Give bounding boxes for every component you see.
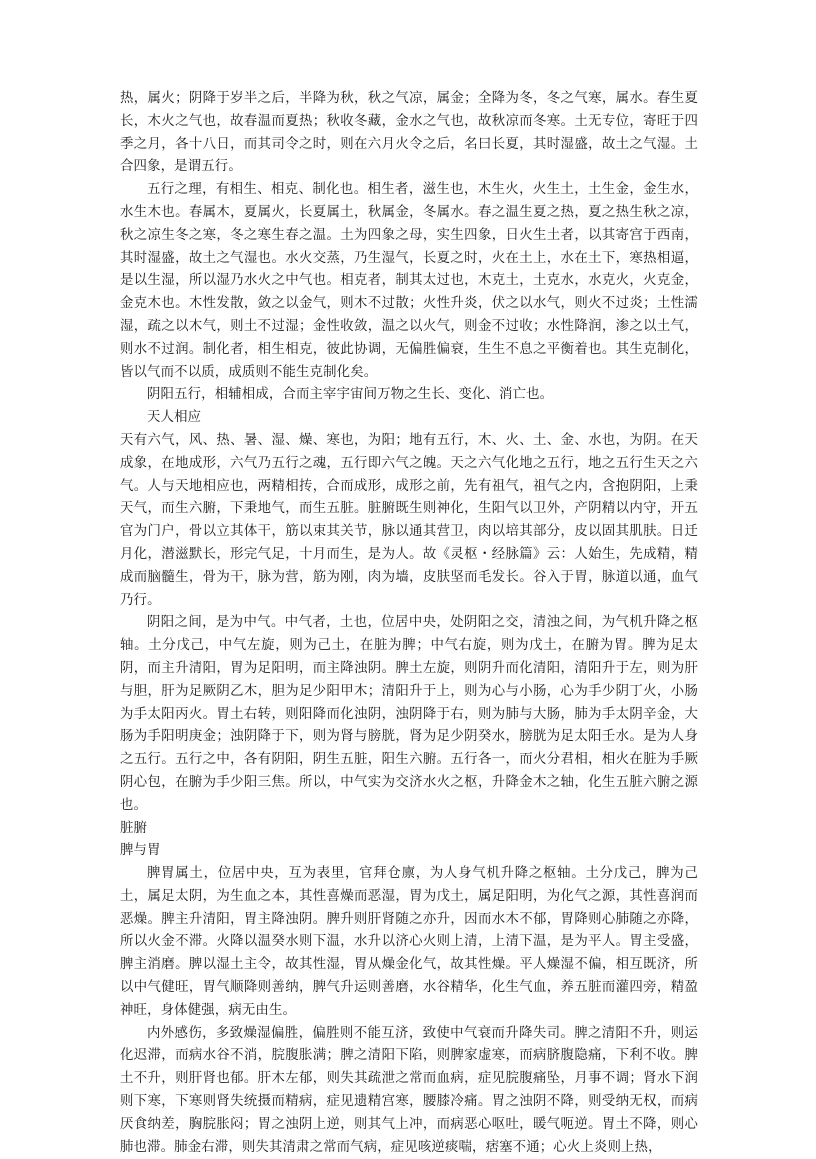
paragraph-middle-qi: 阴阳之间，是为中气。中气者，土也，位居中央，处阴阳之交，清浊之间，为气机升降之枢轴。土分戊己，中气左旋，则为己土，在脏为脾；中气右旋，则为戊土，在腑为胃。脾为足太阴，而主升清阳，胃为足阳明，而主降浊阴。脾土左旋，则阴升而化清阳，清阳升于左，则为肝与胆，肝为足厥阴乙木，胆为足少阳甲木；清阳升于上，则为心与小肠，心为手少阴丁火，小肠为手太阳丙火。胃土右转，则阳降而化浊阴，浊阴降于右，则为肺与大肠，肺为手太阴辛金，大肠为手阳明庚金；浊阴降于下，则为肾与膀胱，肾为足少阴癸水，膀胱为足太阳壬水。是为人身之五行。五行之中，各有阴阳，阴生五脏，阳生六腑。五行各一，而火分君相，相火在脏为手厥阴心包，在腑为手少阳三焦。所以，中气实为交济水火之枢，升降金木之轴，化生五脏六腑之源也。 <box>120 615 698 813</box>
paragraph-spleen-stomach-pathology: 内外感伤，多致燥湿偏胜，偏胜则不能互济，致使中气衰而升降失司。脾之清阳不升，则运化迟滞，而病水谷不消，脘腹胀满；脾之清阳下陷，则脾家虚寒，而病脐腹隐痛，下利不收。脾土不升，则肝肾也郁。肝木左郁，则失其疏泄之常而血病，症见脘腹痛坠，月事不调；肾水下润则下寒，下寒则肾失统摄而精病，症见遗精宫寒，腰膝冷痛。胃之浊阴不降，则受纳无权，而病厌食纳差，胸脘胀闷；胃之浊阴上逆，则其气上冲，而病恶心呕吐，暖气呃逆。胃土不降，则心肺也滞。肺金右滞，则失其清肃之常而气病，症见咳逆痰喘，痞塞不通；心火上炎则上热， <box>120 1025 698 1155</box>
paragraph-five-elements-seasons: 热，属火；阴降于岁半之后，半降为秋，秋之气凉，属金；全降为冬，冬之气寒，属水。春生夏长，木火之气也，故春温而夏热；秋收冬藏，金水之气也，故秋凉而冬寒。土无专位，寄旺于四季之月，各十八日，而其司令之时，则在六月火令之后，名曰长夏，其时湿盛，故土之气湿。土合四象，是谓五行。 <box>120 91 698 175</box>
subsection-heading-spleen-stomach: 脾与胃 <box>120 843 161 859</box>
section-heading-heaven-human: 天人相应 <box>147 410 202 426</box>
paragraph-heaven-earth-correspondence: 天有六气，风、热、暑、湿、燥、寒也，为阳；地有五行，木、火、土、金、水也，为阴。在天成象，在地成形，六气乃五行之魂，五行即六气之魄。天之六气化地之五行，地之五行生天之六气。人与天地相应也，两精相抟，合而成形，成形之前，先有祖气，祖气之内，含抱阴阳，上秉天气，而生六腑，下秉地气，而生五脏。脏腑既生则神化，生阳气以卫外，产阴精以内守，开五官为门户，骨以立其体干，筋以束其关节，脉以通其营卫，肉以培其部分，皮以固其肌肤。日迁月化，潜滋默长，形完气足，十月而生，是为人。故《灵枢・经脉篇》云：人始生，先成精，精成而脑髓生，骨为干，脉为营，筋为刚，肉为墙，皮肤坚而毛发长。谷入于胃，脉道以通，血气乃行。 <box>120 432 698 608</box>
document-page <box>120 88 698 1159</box>
section-heading-zang-fu: 脏腑 <box>120 820 148 836</box>
paragraph-spleen-stomach-function: 脾胃属土，位居中央，互为表里，官拜仓廪，为人身气机升降之枢轴。土分戊己，脾为己土，属足太阴，为生血之本，其性喜燥而恶湿，胃为戊土，属足阳明，为化气之源，其性喜润而恶燥。脾主升清阳，胃主降浊阴。脾升则肝肾随之亦升，因而水木不郁，胃降则心肺随之亦降，所以火金不滞。火降以温癸水则下温，水升以济心火则上清，上清下温，是为平人。胃主受盛，脾主消磨。脾以湿土主令，故其性湿，胃从燥金化气，故其性燥。平人燥湿不偏，相互既济，所以中气健旺，胃气顺降则善纳，脾气升运则善磨，水谷精华，化生气血，养五脏而灌四旁，精盈神旺，身体健强，病无由生。 <box>120 866 698 1018</box>
paragraph-generation-restriction: 五行之理，有相生、相克、制化也。相生者，滋生也，木生火，火生土，土生金，金生水，水生木也。春属木，夏属火，长夏属土，秋属金，冬属水。春之温生夏之热，夏之热生秋之凉，秋之凉生冬之寒，冬之寒生春之温。土为四象之母，实生四象，日火生土者，以其寄宫于西南，其时湿盛，故土之气湿也。水火交蒸，乃生湿气，长夏之时，火在土上，水在土下，寒热相逼，是以生湿，所以湿乃水火之中气也。相克者，制其太过也，木克土，土克水，水克火，火克金，金克木也。木性发散，敛之以金气，则木不过散；火性升炎，伏之以水气，则火不过炎；土性濡湿，疏之以木气，则土不过湿；金性收敛，温之以火气，则金不过收；水性降润，渗之以土气，则水不过润。制化者，相生相克，彼此协调，无偏胜偏衰，生生不息之平衡着也。其生克制化，皆以气而不以质，成质则不能生克制化矣。 <box>120 182 698 380</box>
paragraph-yin-yang-five-elements: 阴阳五行，相辅相成，合而主宰宇宙间万物之生长、变化、消亡也。 <box>147 387 554 403</box>
